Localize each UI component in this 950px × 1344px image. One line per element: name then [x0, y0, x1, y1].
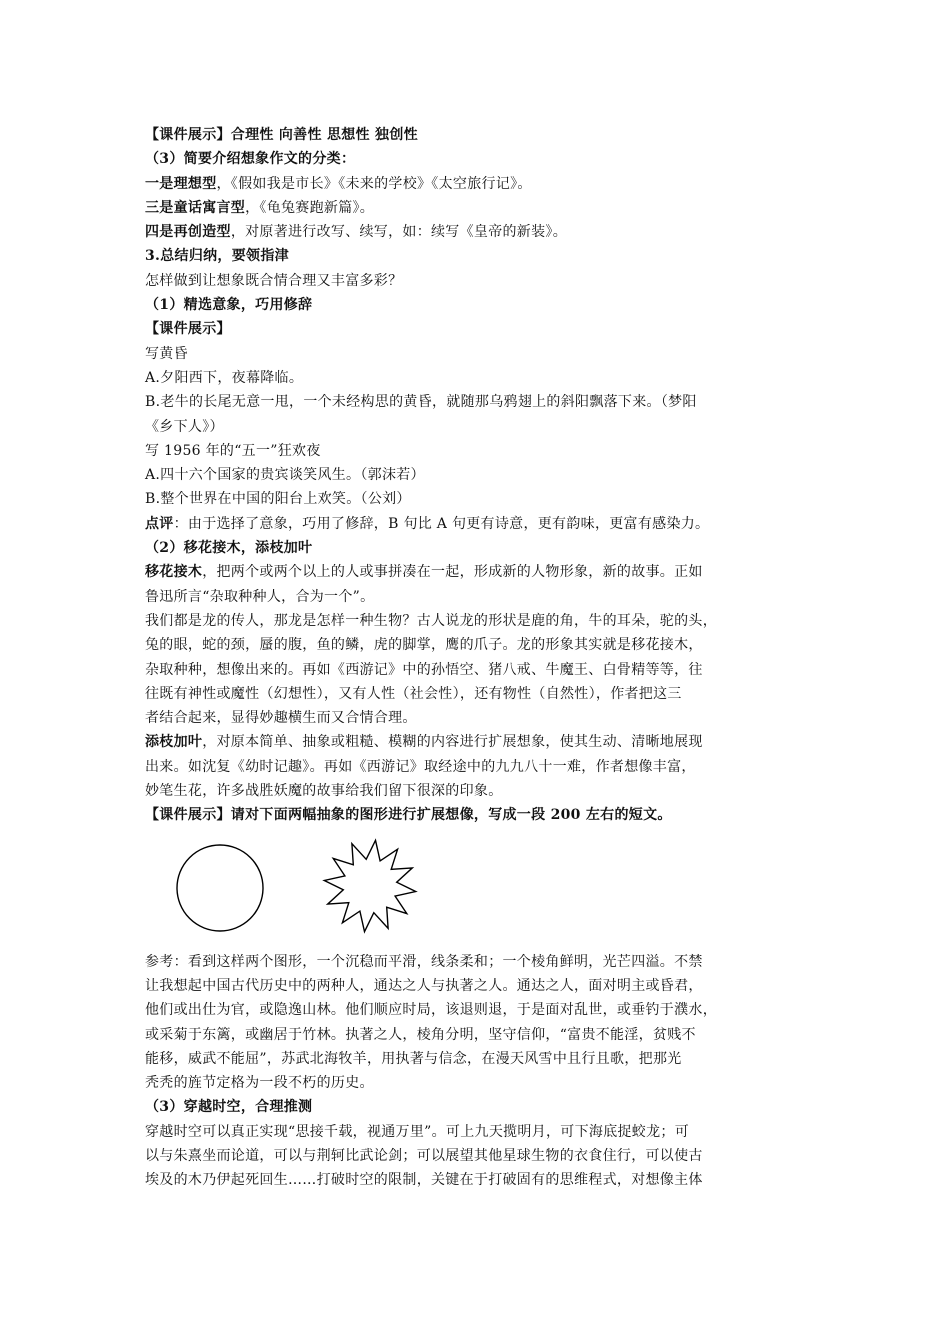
- body-text: 写 1956 年的“五一”狂欢夜: [145, 442, 321, 459]
- text-line: [145, 658, 813, 682]
- body-text: A.四十六个国家的贵宾谈笑风生。（郭沫若）: [145, 467, 425, 484]
- text-line: [145, 366, 813, 390]
- body-text: 妙笔生花，许多战胜妖魔的故事给我们留下很深的印象。: [145, 783, 503, 800]
- bold-text: （3）简要介绍想象作文的分类：: [145, 151, 356, 168]
- bold-text: 移花接木: [145, 564, 203, 581]
- text-block-upper: [145, 123, 813, 828]
- circle-figure: [177, 845, 263, 931]
- bold-text: 【课件展示】合理性 向善性 思想性 独创性: [145, 127, 418, 143]
- bold-text: （3）穿越时空，合理推测: [145, 1099, 313, 1116]
- text-line: [145, 317, 813, 341]
- text-line: [145, 706, 813, 730]
- body-text: 者结合起来，显得妙趣横生而又合情合理。: [145, 710, 417, 727]
- bold-text: 一是理想型: [145, 175, 217, 192]
- body-text: B.整个世界在中国的阳台上欢笑。（公刘）: [145, 491, 411, 508]
- body-text: 以与朱熹坐而论道，可以与荆轲比武论剑；可以展望其他星球生物的衣食住行，可以使古: [145, 1147, 703, 1164]
- body-text: 鲁迅所言“杂取种种人，合为一个”。: [145, 588, 375, 605]
- text-line: [145, 730, 813, 754]
- body-text: 杂取种种，想像出来的。再如《西游记》中的孙悟空、猪八戒、牛魔王、白骨精等等，往: [145, 661, 703, 678]
- bold-text: 三是童话寓言型: [145, 199, 246, 216]
- bold-text: 添枝加叶: [145, 734, 203, 751]
- body-text: ：由于选择了意象，巧用了修辞，B 句比 A 句更有诗意，更有韵味，更富有感染力。: [173, 515, 710, 532]
- text-line: [145, 633, 813, 657]
- body-text: 写黄昏: [145, 345, 188, 362]
- text-line: [145, 536, 813, 560]
- body-text: 我们都是龙的传人，那龙是怎样一种生物？古人说龙的形状是鹿的角，牛的耳朵，驼的头，: [145, 612, 717, 629]
- text-line: [145, 1071, 813, 1095]
- text-line: [145, 1120, 813, 1144]
- text-block-lower: [145, 950, 813, 1193]
- body-text: 埃及的木乃伊起死回生……打破时空的限制，关键在于打破固有的思维程式，对想像主体: [145, 1172, 703, 1189]
- body-text: 能移，威武不能屈”，苏武北海牧羊，用执著与信念，在漫天风雪中且行且歌，把那光: [145, 1050, 682, 1067]
- bold-text: 【课件展示】请对下面两幅抽象的图形进行扩展想像，写成一段 200 左右的短文。: [145, 807, 672, 824]
- text-line: [145, 220, 813, 244]
- bold-text: 3.总结归纳，要领指津: [145, 248, 289, 265]
- body-text: 兔的眼，蛇的颈，蜃的腹，鱼的鳞，虎的脚掌，鹰的爪子。龙的形象其实就是移花接木，: [145, 637, 703, 654]
- text-line: [145, 998, 813, 1022]
- body-text: 参考：看到这样两个图形，一个沉稳而平滑，线条柔和；一个棱角鲜明，光芒四溢。不禁: [145, 953, 703, 970]
- text-line: [145, 147, 813, 171]
- text-line: [145, 293, 813, 317]
- body-text: 秃秃的旌节定格为一段不朽的历史。: [145, 1075, 374, 1092]
- body-text: 或采菊于东篱，或幽居于竹林。执著之人，棱角分明，坚守信仰，“富贵不能淫，贫贱不: [145, 1026, 696, 1043]
- text-line: [145, 244, 813, 268]
- body-text: 穿越时空可以真正实现“思接千载，视通万里”。可上九天揽明月，可下海底捉蛟龙；可: [145, 1123, 690, 1140]
- body-text: 他们或出仕为官，或隐逸山林。他们顺应时局，该退则退，于是面对乱世，或垂钓于濮水，: [145, 1002, 717, 1019]
- text-line: [145, 172, 813, 196]
- text-line: [145, 1144, 813, 1168]
- text-line: [145, 779, 813, 803]
- body-text: 出来。如沈复《幼时记趣》。再如《西游记》取经途中的九九八十一难，作者想像丰富，: [145, 758, 696, 775]
- text-line: [145, 1168, 813, 1192]
- bold-text: （1）精选意象，巧用修辞: [145, 297, 313, 314]
- text-line: [145, 439, 813, 463]
- text-line: [145, 512, 813, 536]
- text-line: [145, 415, 813, 439]
- body-text: 《乡下人》）: [145, 418, 224, 435]
- text-line: [145, 585, 813, 609]
- text-line: [145, 390, 813, 414]
- body-text: ，《假如我是市长》《未来的学校》《太空旅行记》。: [216, 175, 532, 192]
- text-line: [145, 609, 813, 633]
- text-line: [145, 950, 813, 974]
- body-text: 让我想起中国古代历史中的两种人，通达之人与执著之人。通达之人，面对明主或昏君，: [145, 977, 703, 994]
- text-line: [145, 1023, 813, 1047]
- text-line: [145, 487, 813, 511]
- text-line: [145, 560, 813, 584]
- text-line: [145, 755, 813, 779]
- body-text: B.老牛的长尾无意一甩，一个未经构思的黄昏，就随那乌鸦翅上的斜阳飘落下来。（梦阳: [145, 394, 697, 411]
- document-page: [145, 123, 813, 1193]
- body-text: ，《龟兔赛跑新篇》。: [245, 199, 375, 216]
- text-line: [145, 463, 813, 487]
- text-line: [145, 269, 813, 293]
- text-line: [145, 1047, 813, 1071]
- text-line: [145, 974, 813, 998]
- text-line: [145, 1095, 813, 1119]
- bold-text: 【课件展示】: [145, 321, 231, 338]
- bold-text: 点评: [145, 515, 174, 532]
- bold-text: 四是再创造型: [145, 224, 231, 241]
- body-text: ，把两个或两个以上的人或事拼凑在一起，形成新的人物形象，新的故事。正如: [202, 564, 703, 581]
- text-line: [145, 196, 813, 220]
- bold-text: （2）移花接木，添枝加叶: [145, 540, 313, 557]
- body-text: A.夕阳西下，夜幕降临。: [145, 369, 304, 386]
- text-line: [145, 342, 813, 366]
- starburst-figure: [324, 840, 415, 931]
- text-line: [145, 123, 813, 147]
- body-text: ，对原著进行改写、续写，如：续写《皇帝的新装》。: [230, 224, 568, 241]
- text-line: [145, 803, 813, 827]
- body-text: 往既有神性或魔性（幻想性），又有人性（社会性），还有物性（自然性），作者把这三: [145, 685, 682, 702]
- body-text: ，对原本简单、抽象或粗糙、模糊的内容进行扩展想象，使其生动、清晰地展现: [202, 734, 703, 751]
- abstract-figures: [145, 828, 813, 950]
- body-text: 怎样做到让想象既合情合理又丰富多彩？: [145, 272, 403, 289]
- text-line: [145, 682, 813, 706]
